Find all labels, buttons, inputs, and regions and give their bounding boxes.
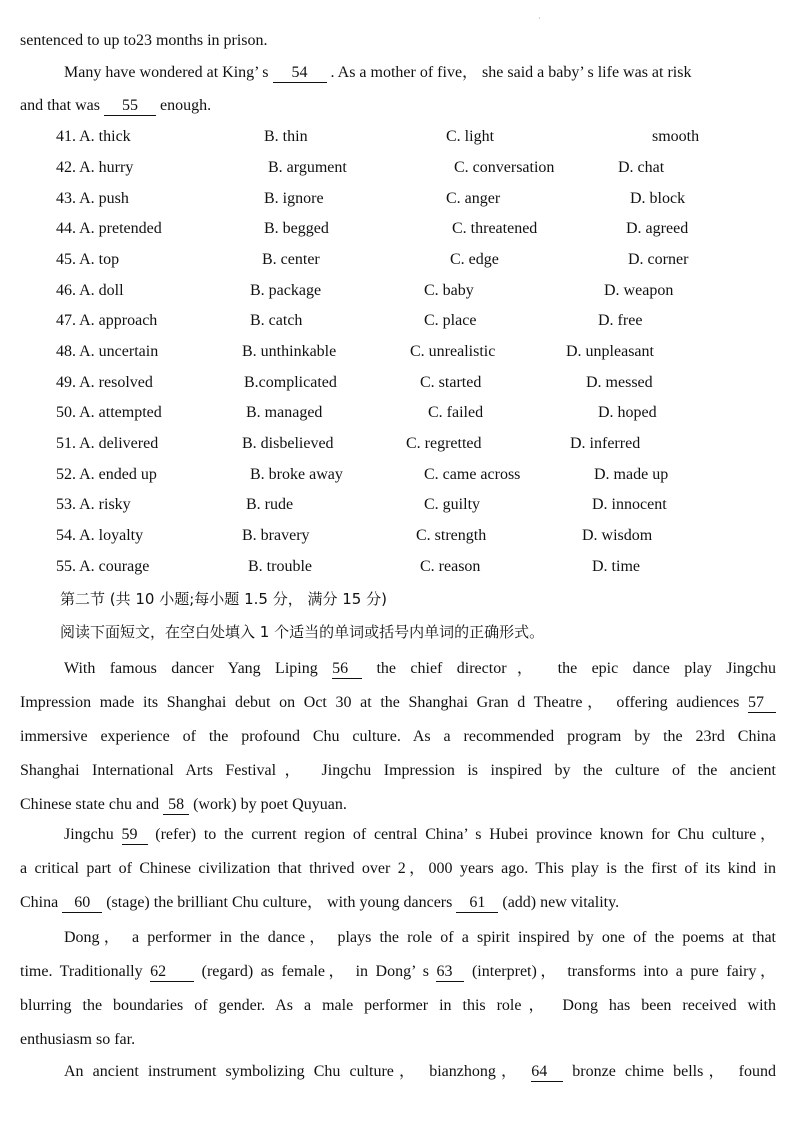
- blank-62: 62: [150, 963, 194, 982]
- section-2-heading: 第二节 (共 10 小题;每小题 1.5 分， 满分 15 分): [60, 590, 387, 608]
- section-2-instruction: 阅读下面短文，在空白处填入 1 个适当的单词或括号内单词的正确形式。: [60, 623, 545, 641]
- p1-line-1: With famous dancer Yang Liping 56 the chief director， the epic dance play Jingchu: [64, 660, 776, 677]
- para-a-line-2: and that was 55 enough.: [20, 97, 212, 114]
- previous-sentence: sentenced to up to23 months in prison.: [20, 32, 268, 49]
- p2-line-3: China 60 (stage) the brilliant Chu culture， with young dancers 61 (add) new vitality.: [20, 894, 620, 911]
- blank-59: 59: [122, 826, 148, 845]
- p3-line-1: Dong， a performer in the dance， plays the role of a spirit inspired by one of the poems at that: [64, 929, 776, 946]
- p1-line-5: Chinese state chu and 58 (work) by poet Quyuan.: [20, 796, 347, 813]
- p2-line-1: Jingchu 59 (refer) to the current region of central China’ s Hubei province known for Chu culture，: [64, 826, 776, 843]
- option-row-42: 42. A. hurry B. argument C. conversation D. chat: [56, 159, 665, 176]
- p3-line-2: time. Traditionally 62 (regard) as female， in Dong’ s 63 (interpret)， transforms into a pure fairy，: [20, 963, 776, 980]
- blank-64: 64: [531, 1063, 563, 1082]
- option-row-43: 43. A. push B. ignore C. anger D. block: [56, 190, 686, 207]
- p2-line-2: a critical part of Chinese civilization that thrived over 2，000 years ago. This play is the first of its kind in: [20, 860, 776, 877]
- top-dot-mark: ·: [538, 14, 541, 23]
- blank-56: 56: [332, 660, 362, 679]
- option-row-47: 47. A. approach B. catch C. place D. free: [56, 312, 643, 329]
- blank-55: 55: [104, 97, 156, 116]
- option-row-55: 55. A. courage B. trouble C. reason D. time: [56, 558, 640, 575]
- option-row-41: 41. A. thick B. thin C. light smooth: [56, 128, 700, 145]
- blank-58: 58: [163, 796, 189, 815]
- option-row-46: 46. A. doll B. package C. baby D. weapon: [56, 282, 674, 299]
- option-row-48: 48. A. uncertain B. unthinkable C. unrealistic D. unpleasant: [56, 343, 654, 360]
- option-row-54: 54. A. loyalty B. bravery C. strength D. wisdom: [56, 527, 653, 544]
- option-row-52: 52. A. ended up B. broke away C. came across D. made up: [56, 466, 669, 483]
- option-row-49: 49. A. resolved B.complicated C. started D. messed: [56, 374, 653, 391]
- option-row-50: 50. A. attempted B. managed C. failed D. hoped: [56, 404, 657, 421]
- option-row-45: 45. A. top B. center C. edge D. corner: [56, 251, 689, 268]
- blank-54: 54: [273, 64, 327, 83]
- option-row-53: 53. A. risky B. rude C. guilty D. innocent: [56, 496, 667, 513]
- p4-line-1: An ancient instrument symbolizing Chu culture， bianzhong， 64 bronze chime bells， found: [64, 1063, 776, 1080]
- p3-line-4: enthusiasm so far.: [20, 1031, 136, 1048]
- p1-line-4: Shanghai International Arts Festival， Jingchu Impression is inspired by the culture of the ancient: [20, 762, 776, 779]
- p3-line-3: blurring the boundaries of gender. As a male performer in this role， Dong has been received with: [20, 997, 776, 1014]
- blank-61: 61: [456, 894, 498, 913]
- para-a-line-1: Many have wondered at King’ s 54 . As a mother of five， she said a baby’ s life was at risk: [64, 64, 692, 81]
- blank-63: 63: [436, 963, 464, 982]
- option-row-51: 51. A. delivered B. disbelieved C. regretted D. inferred: [56, 435, 641, 452]
- p1-line-3: immersive experience of the profound Chu culture. As a recommended program by the 23rd China: [20, 728, 776, 745]
- p1-line-2: Impression made its Shanghai debut on Oct 30 at the Shanghai Gran d Theatre， offering audiences 57: [20, 693, 776, 713]
- blank-60: 60: [62, 894, 102, 913]
- blank-57: 57: [748, 694, 776, 713]
- option-row-44: 44. A. pretended B. begged C. threatened D. agreed: [56, 220, 689, 237]
